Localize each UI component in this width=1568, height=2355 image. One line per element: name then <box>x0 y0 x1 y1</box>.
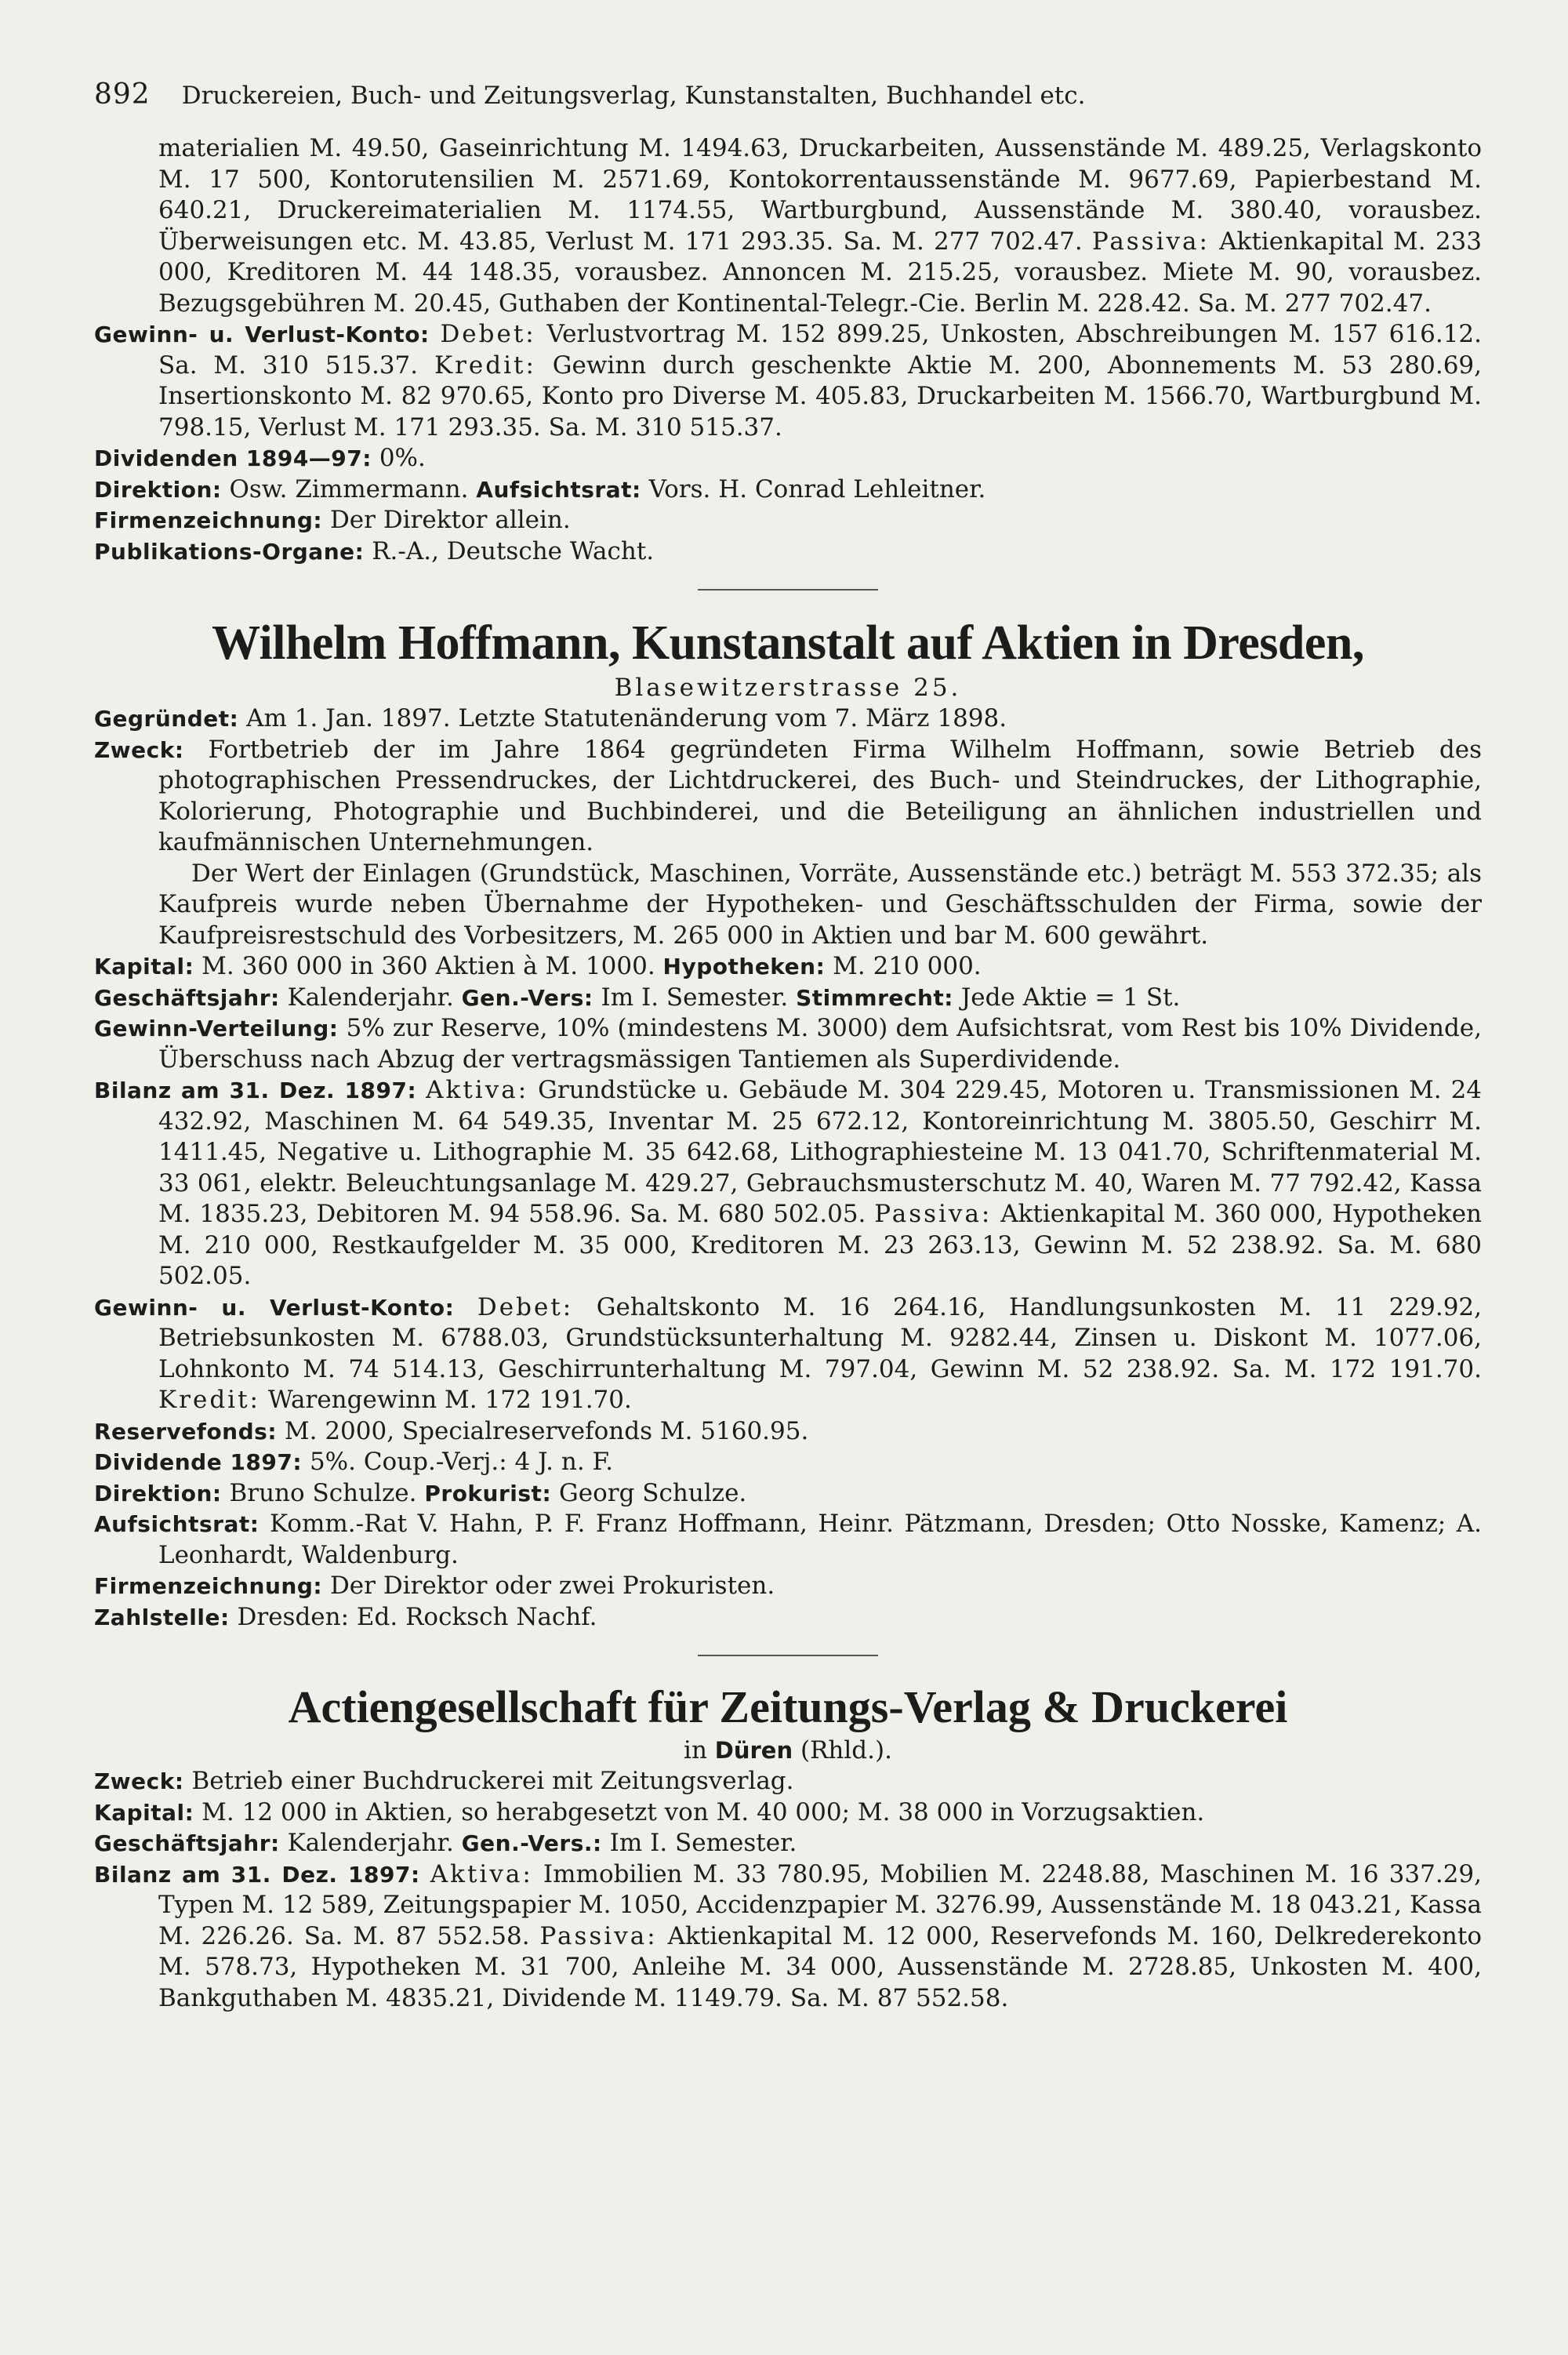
hoffmann-gegruendet-value: Am 1. Jan. 1897. Letzte Statutenänderung vom 7. März 1898. <box>246 704 1007 732</box>
dueren-entry <box>94 1766 1482 2014</box>
dueren-zweck-value: Betrieb einer Buchdruckerei mit Zeitungsverlag. <box>191 1767 794 1795</box>
hoffmann-stimmrecht-value: Jede Aktie = 1 St. <box>960 983 1181 1012</box>
prev-debet-label: Debet: <box>440 320 536 348</box>
hoffmann-guv <box>94 1292 1482 1416</box>
hoffmann-zahlstelle <box>94 1602 1482 1634</box>
dueren-geschaeftsjahr <box>94 1828 1482 1859</box>
dueren-passiva-label: Passiva: <box>539 1921 658 1950</box>
dueren-kapital-label: Kapital: <box>94 1799 194 1826</box>
hoffmann-kapital <box>94 951 1482 983</box>
hoffmann-kredit-label: Kredit: <box>158 1386 260 1414</box>
prev-publikations-value: R.-A., Deutsche Wacht. <box>372 536 655 565</box>
hoffmann-reservefonds-label: Reservefonds: <box>94 1418 278 1445</box>
dueren-bilanz-label: Bilanz am 31. Dez. 1897: <box>94 1861 420 1888</box>
hoffmann-dividende-label: Dividende 1897: <box>94 1449 303 1475</box>
prev-passiva: Aktienkapital M. 233 000, Kreditoren M. 44 148.35, vorausbez. Annoncen M. 215.25, vorausbez. Miete M. 90, vorausbez. Bezugsgebühren M. 20.45, Guthaben der Kontinental-Telegr.-Cie. Berlin M. 228.42. Sa. M. 277 702.47. <box>158 227 1482 318</box>
page-header <box>94 78 1482 133</box>
prev-firmenzeichnung-value: Der Direktor allein. <box>329 506 571 534</box>
hoffmann-stimmrecht-label: Stimmrecht: <box>796 984 953 1011</box>
hoffmann-geschaeftsjahr-label: Geschäftsjahr: <box>94 984 280 1011</box>
hoffmann-hypotheken-value: M. 210 000. <box>833 952 982 980</box>
previous-entry-continuation <box>94 133 1482 567</box>
hoffmann-zweck-continuation: Der Wert der Einlagen (Grundstück, Maschinen, Vorräte, Aussenstände etc.) beträgt M. 553 372.35; als Kaufpreis wurde neben Übernahme der Hypotheken- und Geschäftsschulden der Firma, sowie der Kaufpreisrestschuld des Vorbesitzers, M. 265 000 in Aktien und bar M. 600 gewährt. <box>158 859 1482 950</box>
prev-dividends-label: Dividenden 1894—97: <box>94 445 372 471</box>
hoffmann-title: Wilhelm Hoffmann, Kunstanstalt auf Aktien in Dresden, <box>212 616 1364 670</box>
hoffmann-geschaeftsjahr-value: Kalenderjahr. <box>287 983 454 1012</box>
prev-publikations-organe <box>94 536 1482 568</box>
prev-direktion <box>94 474 1482 506</box>
page-number: 892 <box>94 78 151 111</box>
hoffmann-guv-label: Gewinn- u. Verlust-Konto: <box>94 1294 455 1321</box>
hoffmann-gewinnverteilung <box>94 1013 1482 1075</box>
hoffmann-bilanz <box>94 1075 1482 1292</box>
hoffmann-guv-kredit: Warengewinn M. 172 191.70. <box>267 1386 632 1414</box>
dueren-geschaeftsjahr-label: Geschäftsjahr: <box>94 1830 280 1856</box>
document-page <box>94 78 1482 2014</box>
hoffmann-firmenzeichnung-label: Firmenzeichnung: <box>94 1573 323 1599</box>
hoffmann-gewinnverteilung-label: Gewinn-Verteilung: <box>94 1016 339 1041</box>
prev-direktion-label: Direktion: <box>94 476 222 503</box>
hoffmann-zweck <box>94 735 1482 859</box>
hoffmann-genvers-label: Gen.-Vers: <box>461 984 593 1011</box>
prev-aktiva-continuation: materialien M. 49.50, Gaseinrichtung M. 1494.63, Druckarbeiten, Aussenstände M. 489.25, Verlagskonto M. 17 500, Kontorutensilien M. 2571.69, Kontokorrentaussenstände M. 9677.69, Papierbestand M. 640.21, Druckereimaterialien M. 1174.55, Wartburgbund, Aussenstände M. 380.40, vorausbez. Überweisungen etc. M. 43.85, Verlust M. 171 293.35. Sa. M. 277 702.47. <box>158 134 1482 256</box>
hoffmann-genvers-value: Im I. Semester. <box>601 983 789 1012</box>
dueren-city: Düren <box>714 1737 793 1764</box>
dueren-region: (Rhld.). <box>800 1736 892 1764</box>
prev-dividends <box>94 443 1482 474</box>
hoffmann-dividende-value: 5%. Coup.-Verj.: 4 J. n. F. <box>309 1448 614 1476</box>
prev-guv-label: Gewinn- u. Verlust-Konto: <box>94 322 430 347</box>
dueren-zweck-label: Zweck: <box>94 1768 184 1794</box>
hoffmann-aufsichtsrat <box>94 1509 1482 1571</box>
hoffmann-aktiva: Grundstücke u. Gebäude M. 304 229.45, Motoren u. Transmissionen M. 24 432.92, Maschinen M. 64 549.35, Inventar M. 25 672.12, Kontoreinrichtung M. 3805.50, Geschirr M. 1411.45, Negative u. Lithographie M. 35 642.68, Lithographiesteine M. 13 041.70, Schriftenmaterial M. 33 061, elektr. Beleuchtungsanlage M. 429.27, Gebrauchsmusterschutz M. 40, Waren M. 77 792.42, Kassa M. 1835.23, Debitoren M. 94 558.96. Sa. M. 680 502.05. <box>158 1076 1483 1228</box>
dueren-sub-prefix: in <box>684 1736 707 1764</box>
prev-firmenzeichnung <box>94 505 1482 536</box>
section-divider <box>698 589 878 591</box>
hoffmann-reservefonds <box>94 1416 1482 1448</box>
hoffmann-geschaeftsjahr <box>94 983 1482 1014</box>
hoffmann-aufsichtsrat-value: Komm.-Rat V. Hahn, P. F. Franz Hoffmann, Heinr. Pätzmann, Dresden; Otto Nosske, Kamenz; A. Leonhardt, Waldenburg. <box>158 1510 1483 1569</box>
prev-passiva-label: Passiva: <box>1091 227 1210 256</box>
hoffmann-gewinnverteilung-value: 5% zur Reserve, 10% (mindestens M. 3000) dem Aufsichtsrat, vom Rest bis 10% Dividende, Überschuss nach Abzug der vertragsmässigen Tantiemen als Superdividende. <box>158 1014 1482 1074</box>
prev-firmenzeichnung-label: Firmenzeichnung: <box>94 507 323 533</box>
hoffmann-kapital-label: Kapital: <box>94 954 194 979</box>
hoffmann-direktion-label: Direktion: <box>94 1480 222 1506</box>
dueren-aktiva-label: Aktiva: <box>430 1859 533 1888</box>
hoffmann-direktion-value: Bruno Schulze. <box>229 1478 417 1507</box>
dueren-kapital-value: M. 12 000 in Aktien, so herabgesetzt von M. 40 000; M. 38 000 in Vorzugsaktien. <box>201 1797 1205 1826</box>
prev-guv-paragraph <box>94 319 1482 443</box>
prev-publikations-label: Publikations-Organe: <box>94 538 365 565</box>
hoffmann-zahlstelle-value: Dresden: Ed. Rocksch Nachf. <box>237 1602 597 1631</box>
hoffmann-address: Blasewitzerstrasse 25. <box>614 674 962 702</box>
hoffmann-dividende <box>94 1447 1482 1478</box>
hoffmann-gegruendet <box>94 703 1482 735</box>
hoffmann-reservefonds-value: M. 2000, Specialreservefonds M. 5160.95. <box>284 1416 809 1445</box>
dueren-zweck <box>94 1766 1482 1797</box>
hoffmann-kapital-value: M. 360 000 in 360 Aktien à M. 1000. <box>201 952 655 980</box>
dueren-genvers-label: Gen.-Vers.: <box>461 1830 602 1856</box>
hoffmann-prokurist-label: Prokurist: <box>424 1480 552 1506</box>
dueren-passiva: Aktienkapital M. 12 000, Reservefonds M. 160, Delkrederekonto M. 578.73, Hypotheken M. 31 700, Anleihe M. 34 000, Aussenstände M. 2728.85, Unkosten M. 400, Bankguthaben M. 4835.21, Dividende M. 1149.79. Sa. M. 87 552.58. <box>158 1921 1483 2012</box>
dueren-kapital <box>94 1797 1482 1829</box>
hoffmann-gegruendet-label: Gegründet: <box>94 706 239 732</box>
hoffmann-entry <box>94 703 1482 1633</box>
hoffmann-direktion <box>94 1478 1482 1510</box>
hoffmann-guv-debet: Gehaltskonto M. 16 264.16, Handlungsunkosten M. 11 229.92, Betriebsunkosten M. 6788.03, Grundstücksunterhaltung M. 9282.44, Zinsen u. Diskont M. 1077.06, Lohnkonto M. 74 514.13, Geschirrunterhaltung M. 797.04, Gewinn M. 52 238.92. Sa. M. 172 191.70. <box>158 1292 1483 1383</box>
hoffmann-passiva: Aktienkapital M. 360 000, Hypotheken M. 210 000, Restkaufgelder M. 35 000, Kreditoren M. 23 263.13, Gewinn M. 52 238.92. Sa. M. 680 502.05. <box>158 1200 1483 1290</box>
dueren-geschaeftsjahr-value: Kalenderjahr. <box>287 1829 454 1857</box>
prev-direktion-value: Osw. Zimmermann. <box>229 474 469 503</box>
prev-aufsichtsrat-value: Vors. H. Conrad Lehleitner. <box>648 474 986 503</box>
hoffmann-aktiva-label: Aktiva: <box>426 1076 529 1104</box>
prev-guv-kredit: Gewinn durch geschenkte Aktie M. 200, Abonnements M. 53 280.69, Insertionskonto M. 82 970.65, Konto pro Diverse M. 405.83, Druckarbeiten M. 1566.70, Wartburgbund M. 798.15, Verlust M. 171 293.35. Sa. M. 310 515.37. <box>158 351 1483 442</box>
prev-balance-paragraph <box>94 133 1482 319</box>
dueren-subtitle <box>94 1735 1482 1766</box>
hoffmann-hypotheken-label: Hypotheken: <box>662 954 826 979</box>
hoffmann-debet-label: Debet: <box>477 1292 574 1321</box>
prev-kredit-label: Kredit: <box>434 351 536 380</box>
dueren-genvers-value: Im I. Semester. <box>609 1829 797 1857</box>
prev-guv-debet: Verlustvortrag M. 152 899.25, Unkosten, Abschreibungen M. 157 616.12. Sa. M. 310 515.37. <box>158 320 1483 380</box>
hoffmann-aufsichtsrat-label: Aufsichtsrat: <box>94 1511 260 1537</box>
prev-dividends-value: 0%. <box>379 444 426 472</box>
hoffmann-zweck-value: Fortbetrieb der im Jahre 1864 gegründeten Firma Wilhelm Hoffmann, sowie Betrieb des photographischen Pressendruckes, der Lichtdruckerei, des Buch- und Steindruckes, der Lithographie, Kolorierung, Photographie und Buchbinderei, und die Beteiligung an ähnlichen industriellen und kaufmännischen Unternehmungen. <box>158 735 1482 856</box>
hoffmann-prokurist-value: Georg Schulze. <box>559 1478 747 1507</box>
hoffmann-passiva-label: Passiva: <box>874 1200 993 1228</box>
hoffmann-zweck-label: Zweck: <box>94 736 184 763</box>
hoffmann-zahlstelle-label: Zahlstelle: <box>94 1604 230 1630</box>
section-divider <box>698 1655 878 1656</box>
dueren-bilanz <box>94 1859 1482 2015</box>
hoffmann-firmenzeichnung <box>94 1571 1482 1602</box>
prev-aufsichtsrat-label: Aufsichtsrat: <box>476 476 641 503</box>
hoffmann-bilanz-label: Bilanz am 31. Dez. 1897: <box>94 1078 417 1103</box>
running-title: Druckereien, Buch- und Zeitungsverlag, Kunstanstalten, Buchhandel etc. <box>181 82 1086 110</box>
dueren-title: Actiengesellschaft für Zeitungs-Verlag & Druckerei <box>288 1681 1288 1732</box>
dueren-aktiva: Immobilien M. 33 780.95, Mobilien M. 2248.88, Maschinen M. 16 337.29, Typen M. 12 589, Zeitungspapier M. 1050, Accidenzpapier M. 3276.99, Aussenstände M. 18 043.21, Kassa M. 226.26. Sa. M. 87 552.58. <box>158 1859 1483 1950</box>
hoffmann-firmenzeichnung-value: Der Direktor oder zwei Prokuristen. <box>329 1572 775 1600</box>
